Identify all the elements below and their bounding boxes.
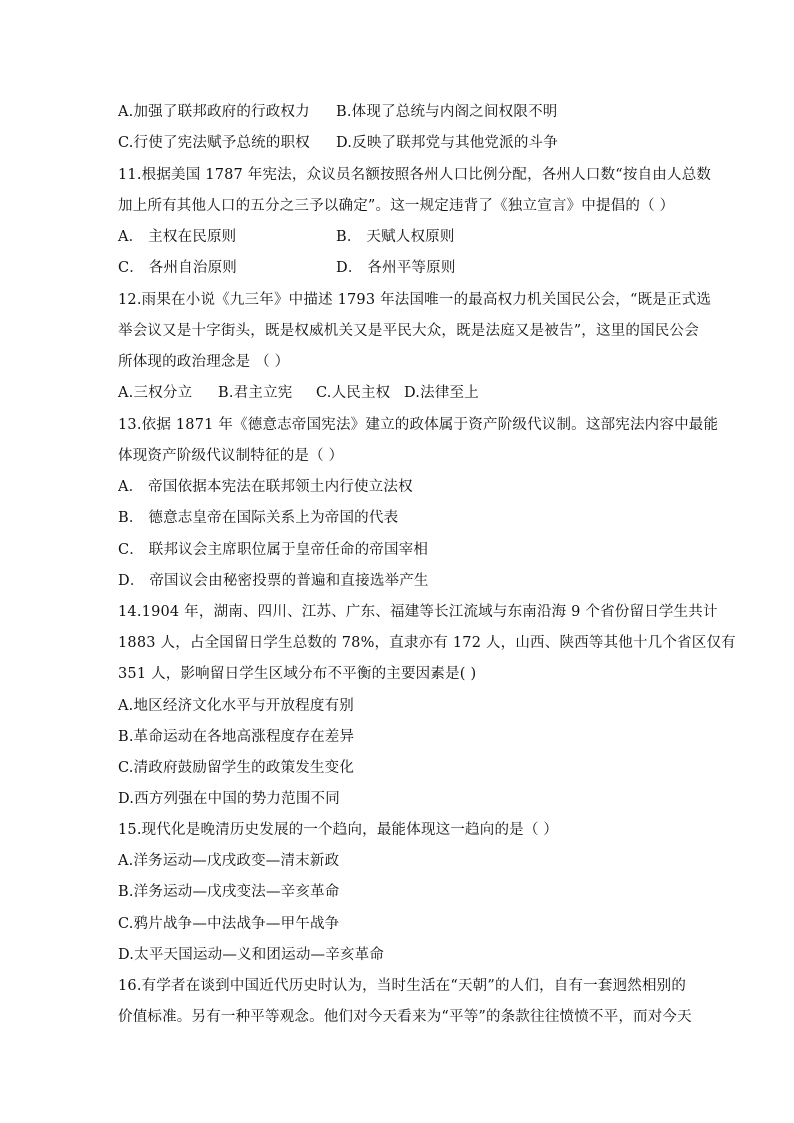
q14-option-a: A.地区经济文化水平与开放程度有别 <box>118 698 354 714</box>
q13-option-b: B． 德意志皇帝在国际关系上为帝国的代表 <box>118 510 399 526</box>
q12-option-c: C.人民主权 <box>316 385 391 401</box>
q11-option-c: C． 各州自治原则 <box>118 260 238 276</box>
q10-option-b: B.体现了总统与内阁之间权限不明 <box>336 104 558 120</box>
q11-stem-line-1: 11.根据美国 1787 年宪法，众议员名额按照各州人口比例分配，各州人口数“按自由人总数 <box>118 167 712 183</box>
q13-stem-line-2: 体现资产阶级代议制特征的是（ ） <box>118 448 344 464</box>
q11-option-row-1 <box>118 227 455 247</box>
q12-option-b: B.君主立宪 <box>218 385 293 401</box>
q13-option-a: A． 帝国依据本宪法在联邦领土内行使立法权 <box>118 479 413 495</box>
q15-stem-line-1: 15.现代化是晚清历史发展的一个趋向，最能体现这一趋向的是（ ） <box>118 822 559 838</box>
q15-option-b: B.洋务运动—戊戌变法—辛亥革命 <box>118 884 340 900</box>
q10-option-d: D.反映了联邦党与其他党派的斗争 <box>336 135 558 151</box>
q14-stem-line-3: 351 人，影响留日学生区域分布不平衡的主要因素是( ) <box>118 666 477 682</box>
q10-option-row-1 <box>118 102 558 122</box>
q14-option-c: C.清政府鼓励留学生的政策发生变化 <box>118 760 355 776</box>
q14-option-d: D.西方列强在中国的势力范围不同 <box>118 791 340 807</box>
q12-option-a: A.三权分立 <box>118 385 193 401</box>
q10-option-row-2 <box>118 133 558 153</box>
q15-option-a: A.洋务运动—戊戌政变—清末新政 <box>118 853 340 869</box>
q15-option-c: C.鸦片战争—中法战争—甲午战争 <box>118 916 340 932</box>
q11-option-row-2 <box>118 258 456 278</box>
q13-stem-line-1: 13.依据 1871 年《德意志帝国宪法》建立的政体属于资产阶级代议制。这部宪法内容中最能 <box>118 417 719 433</box>
q16-stem-line-2: 价值标准。另有一种平等观念。他们对今天看来为“平等”的条款往往愤愤不平，而对今天 <box>118 1009 692 1025</box>
q13-option-d: D． 帝国议会由秘密投票的普遍和直接选举产生 <box>118 573 429 589</box>
q16-stem-line-1: 16.有学者在谈到中国近代历史时认为，当时生活在“天朝”的人们，自有一套迥然相别的 <box>118 978 687 994</box>
q14-option-b: B.革命运动在各地高涨程度存在差异 <box>118 729 355 745</box>
q11-option-a: A． 主权在民原则 <box>118 229 237 245</box>
q14-stem-line-1: 14.1904 年，湖南、四川、江苏、广东、福建等长江流域与东南沿海 9 个省份留日学生共计 <box>118 604 718 620</box>
q12-stem-line-3: 所体现的政治理念是 （ ） <box>118 354 290 370</box>
q12-option-d: D.法律至上 <box>404 385 479 401</box>
q13-option-c: C． 联邦议会主席职位属于皇帝任命的帝国宰相 <box>118 542 429 558</box>
q10-option-c: C.行使了宪法赋予总统的职权 <box>118 135 310 151</box>
q10-option-a: A.加强了联邦政府的行政权力 <box>118 104 310 120</box>
q14-stem-line-2: 1883 人，占全国留日学生总数的 78%，直隶亦有 172 人，山西、陕西等其他十几个省区仅有 <box>118 635 736 651</box>
q12-option-row <box>118 383 479 403</box>
q11-option-b: B． 天赋人权原则 <box>336 229 455 245</box>
q12-stem-line-1: 12.雨果在小说《九三年》中描述 1793 年法国唯一的最高权力机关国民公会，“既是正式选 <box>118 292 712 308</box>
q11-stem-line-2: 加上所有其他人口的五分之三予以确定”。这一规定违背了《独立宣言》中提倡的（ ） <box>118 198 675 214</box>
q11-option-d: D． 各州平等原则 <box>336 260 456 276</box>
q15-option-d: D.太平天国运动—义和团运动—辛亥革命 <box>118 947 385 963</box>
q12-stem-line-2: 举会议又是十字街头，既是权威机关又是平民大众，既是法庭又是被告”，这里的国民公会 <box>118 323 699 339</box>
